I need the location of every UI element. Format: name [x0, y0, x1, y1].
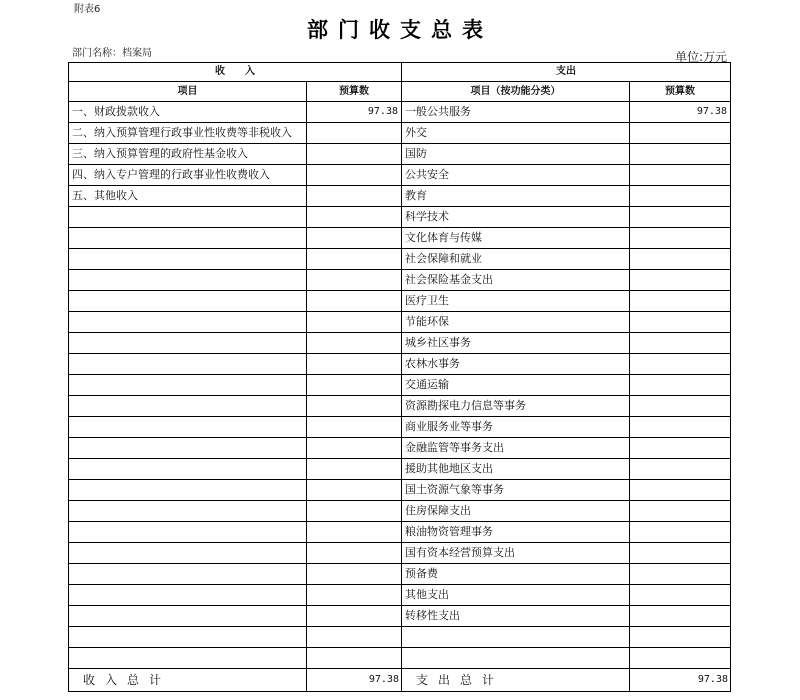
income-item-cell: [69, 375, 307, 396]
income-budget-cell: [307, 501, 402, 522]
income-budget-cell: [307, 585, 402, 606]
table-row: [69, 270, 731, 291]
income-budget-cell: [307, 396, 402, 417]
expense-budget-cell: [630, 270, 731, 291]
expense-budget-cell: [630, 165, 731, 186]
expense-budget-cell: [630, 627, 731, 648]
income-budget-cell: [307, 144, 402, 165]
expense-budget-cell: [630, 480, 731, 501]
expense-budget-cell: [630, 375, 731, 396]
expense-item-cell: 公共安全: [402, 165, 630, 186]
expense-budget-cell: [630, 606, 731, 627]
table-row: [69, 438, 731, 459]
income-total-value: 97.38: [307, 669, 402, 692]
income-budget-cell: [307, 648, 402, 669]
income-item-cell: [69, 417, 307, 438]
expense-item-cell: 文化体育与传媒: [402, 228, 630, 249]
expense-budget-cell: [630, 438, 731, 459]
page-title: 部门收支总表: [307, 18, 493, 42]
income-total-label: 收入总计: [69, 669, 307, 692]
income-item-cell: [69, 333, 307, 354]
income-item-cell: [69, 606, 307, 627]
expense-item-cell: 商业服务业等事务: [402, 417, 630, 438]
table-row: [69, 648, 731, 669]
expense-budget-cell: [630, 543, 731, 564]
income-item-cell: 五、其他收入: [69, 186, 307, 207]
table-row: [69, 543, 731, 564]
income-budget-cell: [307, 291, 402, 312]
unit-label: 单位:万元: [675, 50, 728, 64]
expense-budget-cell: [630, 648, 731, 669]
table-row: [69, 627, 731, 648]
expense-item-cell: 粮油物资管理事务: [402, 522, 630, 543]
income-budget-cell: [307, 438, 402, 459]
income-budget-cell: [307, 165, 402, 186]
table-row: [69, 480, 731, 501]
department-name: 部门名称：档案局: [72, 48, 152, 59]
expense-item-cell: 农林水事务: [402, 354, 630, 375]
expense-item-cell: [402, 648, 630, 669]
table-row: [69, 228, 731, 249]
table-row: [69, 354, 731, 375]
expense-item-cell: 援助其他地区支出: [402, 459, 630, 480]
income-budget-cell: [307, 375, 402, 396]
income-item-cell: [69, 270, 307, 291]
expense-item-cell: 医疗卫生: [402, 291, 630, 312]
expense-budget-cell: [630, 501, 731, 522]
expense-group-header: 支出: [402, 63, 731, 82]
expense-item-header: 项目（按功能分类）: [402, 82, 630, 102]
table-row: [69, 417, 731, 438]
income-budget-cell: [307, 627, 402, 648]
expense-budget-cell: [630, 585, 731, 606]
income-item-cell: [69, 480, 307, 501]
table-row: [69, 564, 731, 585]
table-row: [69, 144, 731, 165]
table-row: [69, 165, 731, 186]
income-item-cell: [69, 627, 307, 648]
income-item-cell: [69, 207, 307, 228]
expense-item-cell: 节能环保: [402, 312, 630, 333]
table-row: [69, 522, 731, 543]
table-row: [69, 333, 731, 354]
income-budget-cell: [307, 333, 402, 354]
expense-budget-cell: [630, 186, 731, 207]
table-row: [69, 501, 731, 522]
expense-total-value: 97.38: [630, 669, 731, 692]
expense-item-cell: [402, 627, 630, 648]
income-budget-cell: [307, 312, 402, 333]
expense-budget-cell: [630, 417, 731, 438]
expense-item-cell: 交通运输: [402, 375, 630, 396]
table-row: [69, 186, 731, 207]
expense-total-label: 支出总计: [402, 669, 630, 692]
income-group-header: 收 入: [69, 63, 402, 82]
expense-item-cell: 资源勘探电力信息等事务: [402, 396, 630, 417]
expense-budget-cell: 97.38: [630, 102, 731, 123]
expense-budget-header: 预算数: [630, 82, 731, 102]
expense-item-cell: 科学技术: [402, 207, 630, 228]
group-header-row: [69, 63, 731, 82]
expense-item-cell: 国防: [402, 144, 630, 165]
income-item-cell: [69, 396, 307, 417]
table-row: [69, 375, 731, 396]
expense-budget-cell: [630, 522, 731, 543]
table-row: [69, 291, 731, 312]
income-item-header: 项目: [69, 82, 307, 102]
attachment-label: 附表6: [74, 4, 101, 15]
income-item-cell: 四、纳入专户管理的行政事业性收费收入: [69, 165, 307, 186]
income-budget-cell: [307, 249, 402, 270]
income-item-cell: [69, 291, 307, 312]
income-item-cell: [69, 228, 307, 249]
income-item-cell: [69, 438, 307, 459]
income-budget-cell: [307, 480, 402, 501]
income-budget-cell: [307, 564, 402, 585]
expense-item-cell: 金融监管等事务支出: [402, 438, 630, 459]
income-item-cell: [69, 543, 307, 564]
income-budget-cell: [307, 522, 402, 543]
expense-item-cell: 预备费: [402, 564, 630, 585]
income-budget-cell: [307, 207, 402, 228]
income-item-cell: [69, 459, 307, 480]
income-budget-cell: [307, 459, 402, 480]
expense-budget-cell: [630, 291, 731, 312]
income-item-cell: 一、财政拨款收入: [69, 102, 307, 123]
income-budget-cell: [307, 417, 402, 438]
income-budget-header: 预算数: [307, 82, 402, 102]
expense-item-cell: 住房保障支出: [402, 501, 630, 522]
expense-item-cell: 国土资源气象等事务: [402, 480, 630, 501]
table-row: [69, 459, 731, 480]
table-row: [69, 123, 731, 144]
expense-budget-cell: [630, 249, 731, 270]
budget-table: [68, 62, 731, 692]
income-budget-cell: [307, 270, 402, 291]
income-item-cell: [69, 501, 307, 522]
expense-item-cell: 社会保障和就业: [402, 249, 630, 270]
expense-budget-cell: [630, 207, 731, 228]
table-row: [69, 249, 731, 270]
income-budget-cell: [307, 186, 402, 207]
table-row: [69, 606, 731, 627]
income-item-cell: [69, 522, 307, 543]
expense-item-cell: 其他支出: [402, 585, 630, 606]
expense-item-cell: 外交: [402, 123, 630, 144]
income-item-cell: [69, 564, 307, 585]
income-budget-cell: [307, 123, 402, 144]
table-row: [69, 102, 731, 123]
column-header-row: [69, 82, 731, 102]
total-row: [69, 669, 731, 692]
income-budget-cell: [307, 228, 402, 249]
expense-budget-cell: [630, 564, 731, 585]
expense-item-cell: 转移性支出: [402, 606, 630, 627]
income-item-cell: 三、纳入预算管理的政府性基金收入: [69, 144, 307, 165]
income-item-cell: [69, 249, 307, 270]
table-row: [69, 312, 731, 333]
expense-budget-cell: [630, 228, 731, 249]
expense-budget-cell: [630, 312, 731, 333]
income-budget-cell: 97.38: [307, 102, 402, 123]
expense-item-cell: 一般公共服务: [402, 102, 630, 123]
income-item-cell: 二、纳入预算管理行政事业性收费等非税收入: [69, 123, 307, 144]
income-budget-cell: [307, 354, 402, 375]
income-item-cell: [69, 312, 307, 333]
table-row: [69, 585, 731, 606]
income-item-cell: [69, 585, 307, 606]
expense-item-cell: 社会保险基金支出: [402, 270, 630, 291]
expense-budget-cell: [630, 333, 731, 354]
income-budget-cell: [307, 606, 402, 627]
expense-budget-cell: [630, 354, 731, 375]
expense-item-cell: 国有资本经营预算支出: [402, 543, 630, 564]
table-row: [69, 207, 731, 228]
expense-item-cell: 教育: [402, 186, 630, 207]
expense-budget-cell: [630, 396, 731, 417]
expense-budget-cell: [630, 123, 731, 144]
income-budget-cell: [307, 543, 402, 564]
income-item-cell: [69, 354, 307, 375]
expense-budget-cell: [630, 459, 731, 480]
income-item-cell: [69, 648, 307, 669]
expense-item-cell: 城乡社区事务: [402, 333, 630, 354]
expense-budget-cell: [630, 144, 731, 165]
table-row: [69, 396, 731, 417]
